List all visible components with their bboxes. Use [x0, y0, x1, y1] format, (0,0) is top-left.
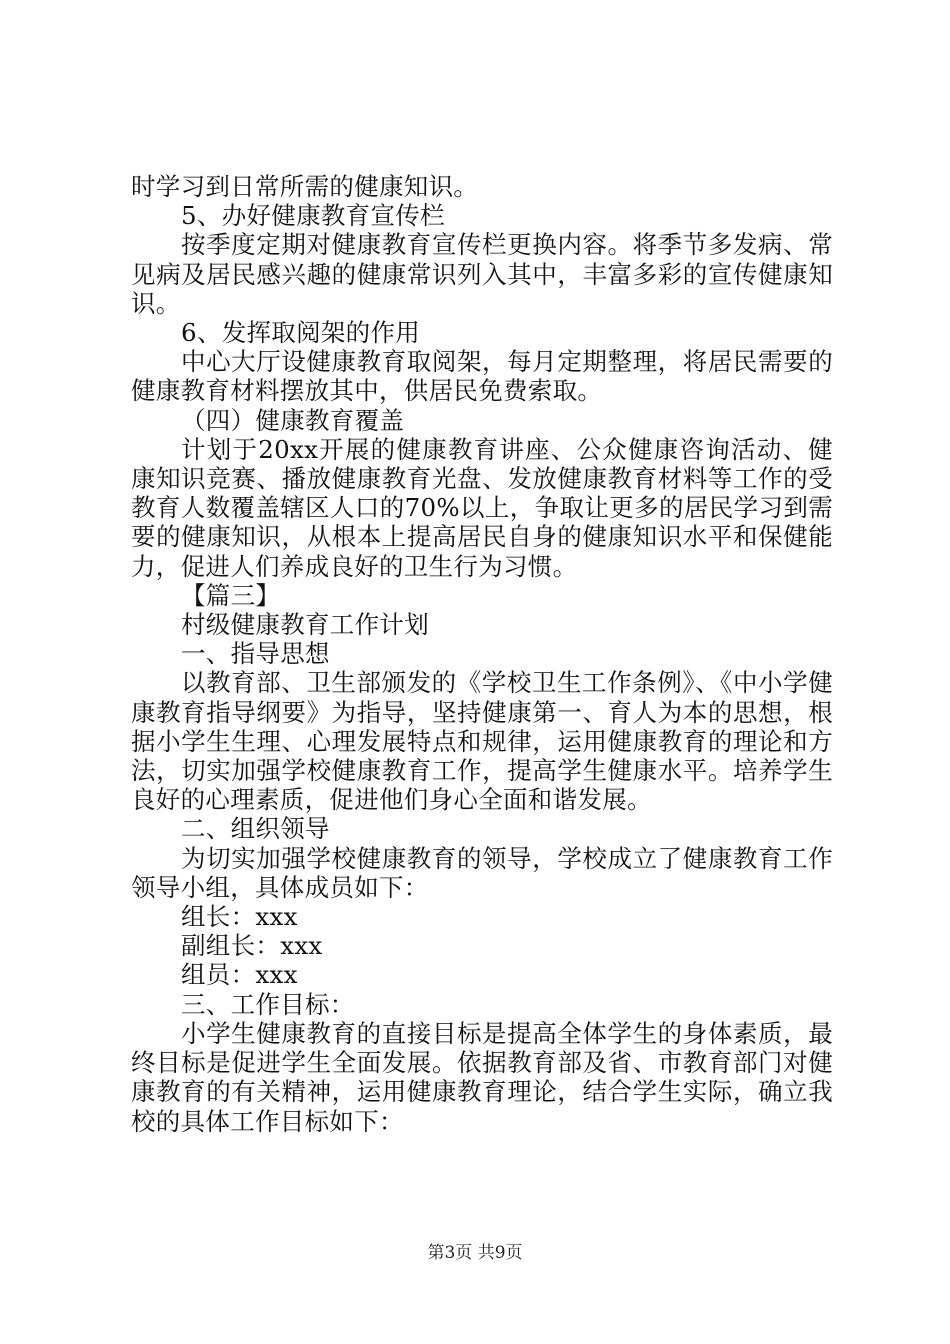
- page-number: 第3页 共9页: [427, 1243, 523, 1263]
- paragraph: 时学习到日常所需的健康知识。: [131, 172, 479, 201]
- section-heading: 6、发挥取阅架的作用: [181, 318, 421, 348]
- paragraph: 计划于20xx开展的健康教育讲座、公众健康咨询活动、健康知识竞赛、播放健康教育光盘、发放健康教育材料等工作的受教育人数覆盖辖区人口的70%以上，争取让更多的居民学习到需要的健康知识，从根本上提高居民自身的健康知识水平和保健能力，促进人们养成良好的卫生行为习惯。: [131, 434, 833, 581]
- section-heading: （四）健康教育覆盖: [181, 405, 405, 435]
- paragraph: 小学生健康教育的直接目标是提高全体学生的身体素质，最终目标是促进学生全面发展。依据教育部及省、市教育部门对健康教育的有关精神，运用健康教育理论，结合学生实际，确立我校的具体工作目标如下：: [131, 1018, 833, 1136]
- section-heading: 三、工作目标：: [181, 989, 355, 1019]
- member-line: 组长：xxx: [181, 902, 298, 932]
- page-footer: [0, 1242, 950, 1264]
- member-line: 副组长：xxx: [181, 931, 323, 961]
- paragraph: 中心大厅设健康教育取阅架，每月定期整理，将居民需要的健康教育材料摆放其中，供居民免费索取。: [131, 347, 833, 406]
- section-heading: 二、组织领导: [181, 814, 330, 844]
- section-heading: 5、办好健康教育宣传栏: [181, 201, 445, 231]
- section-heading: 一、指导思想: [181, 639, 330, 669]
- chapter-marker: 【篇三】: [181, 580, 281, 610]
- document-title: 村级健康教育工作计划: [181, 610, 429, 640]
- member-line: 组员：xxx: [181, 960, 298, 990]
- paragraph: 以教育部、卫生部颁发的《学校卫生工作条例》、《中小学健康教育指导纲要》为指导，坚持健康第一、育人为本的思想，根据小学生生理、心理发展特点和规律，运用健康教育的理论和方法，切实加强学校健康教育工作，提高学生健康水平。培养学生良好的心理素质，促进他们身心全面和谐发展。: [131, 668, 833, 815]
- paragraph: 为切实加强学校健康教育的领导，学校成立了健康教育工作领导小组，具体成员如下：: [131, 843, 833, 902]
- document-body: [131, 172, 833, 1136]
- paragraph: 按季度定期对健康教育宣传栏更换内容。将季节多发病、常见病及居民感兴趣的健康常识列入其中，丰富多彩的宣传健康知识。: [131, 230, 833, 318]
